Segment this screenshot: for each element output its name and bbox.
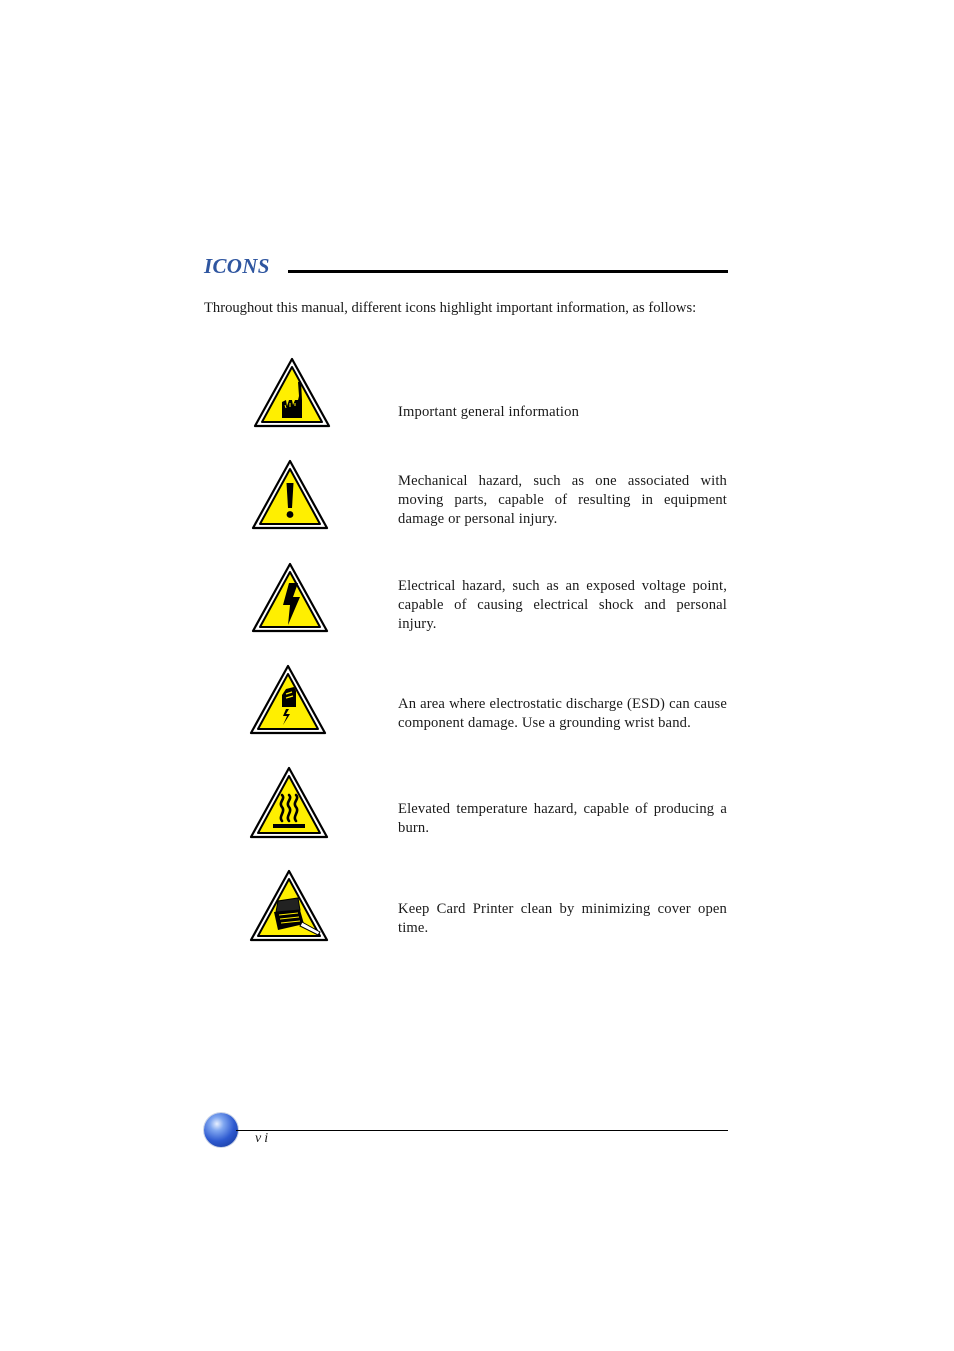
page-title: ICONS [204,254,270,278]
page-number: vi [255,1131,272,1146]
icon-description: Elevated temperature hazard, capable of producing a burn. [398,801,727,836]
icon-description: Mechanical hazard, such as one associated with moving parts, capable of resulting in equipment damage or personal injury. [398,473,727,527]
hot-surface-icon [248,765,330,841]
icon-description: Electrical hazard, such as an exposed voltage point, capable of causing electrical shock and personal injury. [398,578,727,632]
heading-rule [288,270,728,273]
esd-hand-icon [248,663,328,737]
icon-description: An area where electrostatic discharge (ESD) can cause component damage. Use a grounding wrist band. [398,696,727,731]
icon-description: Keep Card Printer clean by minimizing cover open time. [398,901,727,936]
intro-paragraph: Throughout this manual, different icons highlight important information, as follows: [204,300,697,316]
icon-description: Important general information [398,404,580,420]
footer-rule [236,1130,728,1131]
page-orb-icon [204,1113,238,1147]
exclamation-icon [250,458,330,532]
open-printer-icon [248,868,330,944]
pointing-hand-icon [252,356,332,430]
lightning-bolt-icon [250,561,330,635]
